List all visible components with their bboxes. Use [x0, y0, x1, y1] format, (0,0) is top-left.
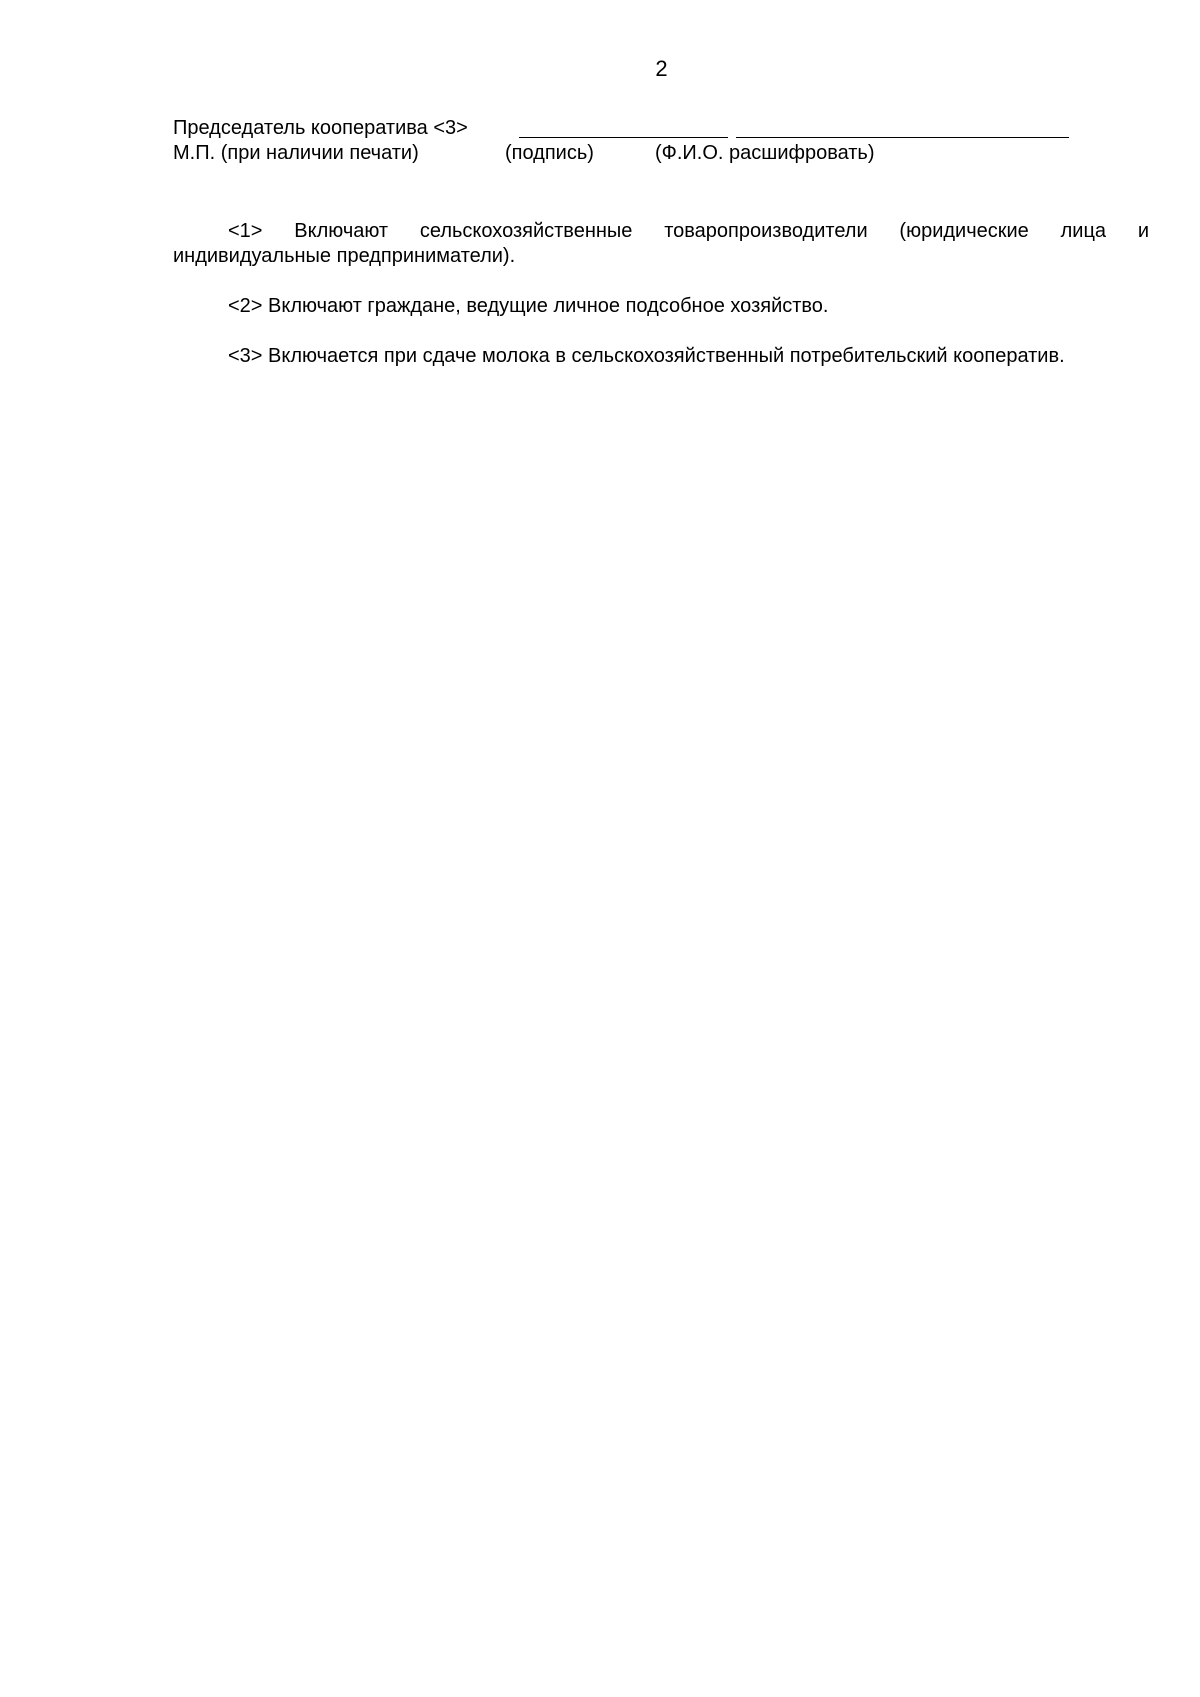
- name-caption: (Ф.И.О. расшифровать): [655, 142, 875, 164]
- signature-line: [519, 137, 728, 138]
- footnote-3: <3> Включается при сдаче молока в сельскохозяйственный потребительский кооператив.: [228, 345, 1065, 367]
- page-number: 2: [655, 56, 668, 81]
- chairman-label: Председатель кооператива <3>: [173, 117, 468, 139]
- name-line: [736, 137, 1069, 138]
- signature-caption: (подпись): [505, 142, 594, 164]
- footnote-2: <2> Включают граждане, ведущие личное подсобное хозяйство.: [228, 295, 829, 317]
- stamp-label: М.П. (при наличии печати): [173, 142, 419, 164]
- footnote-1: <1> Включают сельскохозяйственные товаропроизводители (юридические лица и индивидуальные предприниматели).: [173, 220, 1149, 267]
